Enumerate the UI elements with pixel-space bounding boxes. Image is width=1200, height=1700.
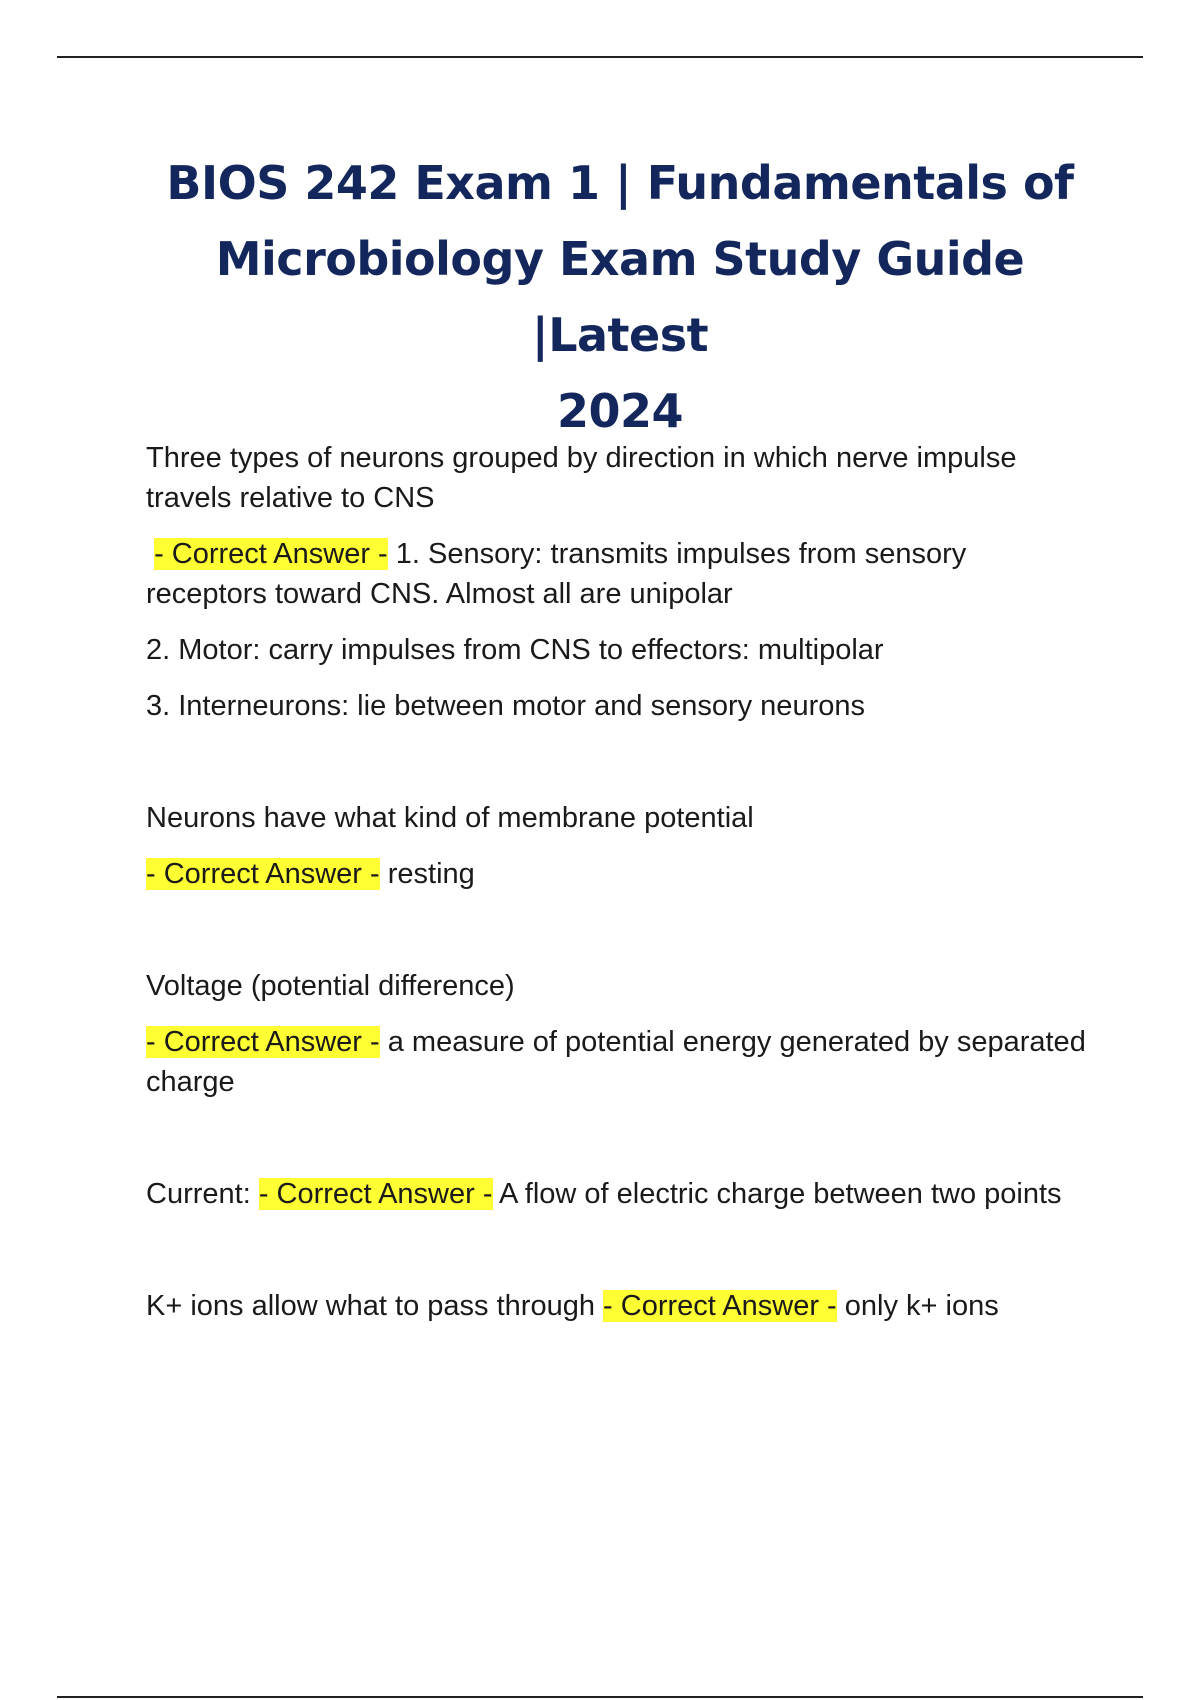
answer-2-text: resting	[387, 858, 475, 890]
answer-1-text: 1. Sensory: transmits impulses from sensory receptors toward CNS. Almost all are unipolar	[146, 538, 967, 610]
question-2: Neurons have what kind of membrane potential	[146, 802, 754, 834]
spacer	[146, 894, 1086, 966]
answer-3	[146, 1022, 1086, 1102]
answer-1-extra-1: 2. Motor: carry impulses from CNS to effectors: multipolar	[146, 634, 884, 666]
question-3: Voltage (potential difference)	[146, 970, 515, 1002]
answer-1-extra-2: 3. Interneurons: lie between motor and sensory neurons	[146, 690, 865, 722]
qa-item-3	[146, 966, 1086, 1102]
question-4: Current:	[146, 1178, 251, 1210]
question-1: Three types of neurons grouped by direction in which nerve impulse travels relative to CNS	[146, 442, 1017, 514]
title-line-1: BIOS 242 Exam 1 | Fundamentals of	[166, 156, 1074, 210]
title-line-3: 2024	[556, 384, 684, 438]
qa-item-5	[146, 1286, 1086, 1326]
qa-item-2	[146, 798, 1086, 894]
answer-4	[146, 1174, 1086, 1214]
correct-answer-marker-4: - Correct Answer -	[258, 1178, 493, 1210]
answer-2	[146, 854, 1086, 894]
qa-list	[146, 438, 1086, 1326]
correct-answer-marker-1: - Correct Answer -	[154, 538, 388, 570]
top-rule	[57, 56, 1143, 58]
spacer	[146, 1102, 1086, 1174]
answer-4-text: A flow of electric charge between two points	[498, 1178, 1062, 1210]
qa-item-1	[146, 438, 1086, 726]
answer-5	[146, 1286, 1086, 1326]
answer-3-text: a measure of potential energy generated by separated charge	[146, 1026, 1086, 1098]
title-line-2: Microbiology Exam Study Guide |Latest	[215, 232, 1025, 362]
correct-answer-marker-2: - Correct Answer -	[146, 858, 380, 890]
spacer	[146, 726, 1086, 798]
bottom-rule	[57, 1696, 1143, 1698]
answer-5-text: only k+ ions	[844, 1290, 999, 1322]
answer-1	[146, 534, 1086, 614]
qa-item-4	[146, 1174, 1086, 1214]
document-title	[130, 145, 1110, 449]
spacer	[146, 1214, 1086, 1286]
question-5: K+ ions allow what to pass through	[146, 1290, 595, 1322]
correct-answer-marker-3: - Correct Answer -	[146, 1026, 380, 1058]
correct-answer-marker-5: - Correct Answer -	[603, 1290, 837, 1322]
